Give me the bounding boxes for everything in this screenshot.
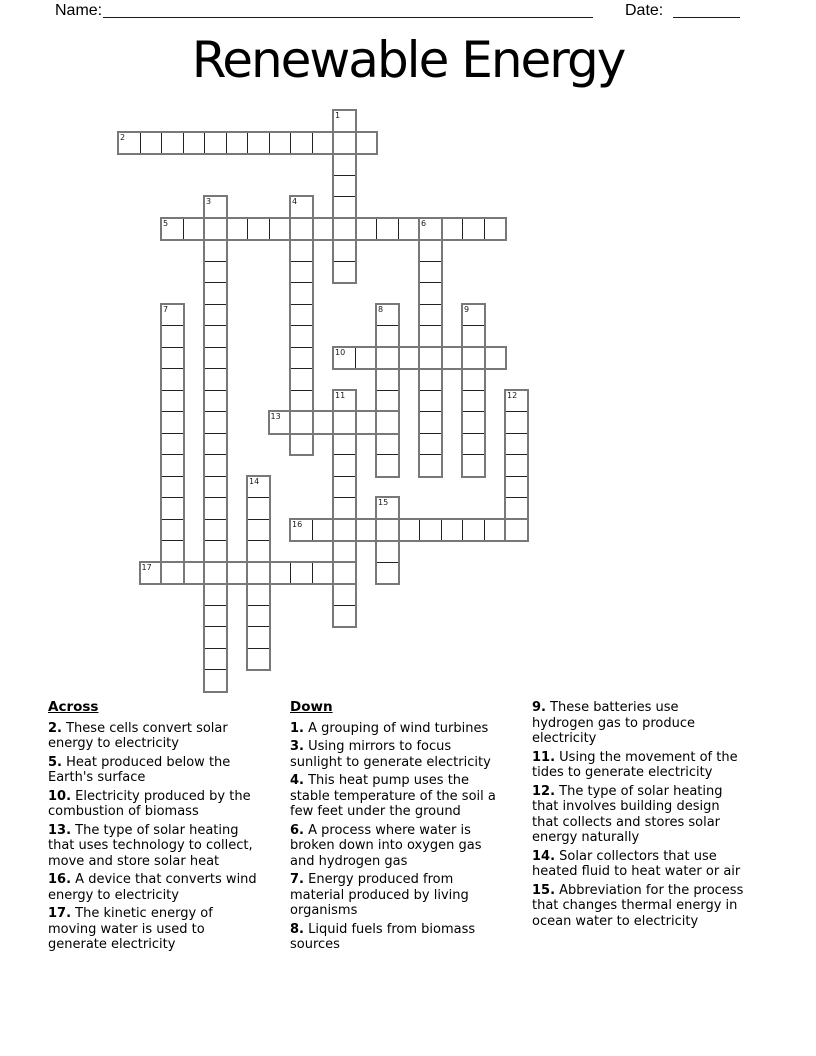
crossword-cell[interactable] <box>419 239 442 262</box>
crossword-cell[interactable] <box>247 583 270 606</box>
crossword-cell[interactable] <box>269 562 292 585</box>
crossword-cell[interactable] <box>290 132 313 155</box>
clue-text: These cells convert solar energy to electricity <box>48 720 228 751</box>
crossword-cell[interactable] <box>204 390 227 413</box>
crossword-cell[interactable] <box>204 648 227 671</box>
crossword-cell[interactable] <box>247 605 270 628</box>
clue-number: 15. <box>532 882 556 898</box>
clue <box>48 906 260 953</box>
crossword-cell[interactable] <box>462 433 485 456</box>
crossword-cell[interactable] <box>204 239 227 262</box>
crossword-cell[interactable] <box>462 218 485 241</box>
crossword-cell[interactable] <box>161 476 184 499</box>
crossword-cell[interactable] <box>376 519 399 542</box>
crossword-cell[interactable] <box>333 562 356 585</box>
clue-number: 1. <box>290 720 304 736</box>
crossword-cell[interactable] <box>376 218 399 241</box>
crossword-cell[interactable] <box>161 368 184 391</box>
crossword-cell[interactable] <box>290 390 313 413</box>
clue <box>290 773 502 820</box>
clue <box>48 823 260 870</box>
crossword-cell[interactable] <box>462 519 485 542</box>
crossword-cell[interactable] <box>333 540 356 563</box>
crossword-cell[interactable] <box>355 411 378 434</box>
crossword-cell[interactable] <box>419 304 442 327</box>
crossword-cell[interactable] <box>441 347 464 370</box>
crossword-cell[interactable] <box>333 476 356 499</box>
crossword-cell[interactable] <box>290 239 313 262</box>
clue-text: The type of solar heating that uses technology to collect, move and store solar heat <box>48 822 253 869</box>
clue-number: 2. <box>48 720 62 736</box>
crossword-cell[interactable] <box>247 519 270 542</box>
crossword-cell[interactable] <box>333 583 356 606</box>
crossword-cell[interactable] <box>204 347 227 370</box>
crossword-cell[interactable] <box>462 347 485 370</box>
crossword-cell[interactable] <box>247 562 270 585</box>
clue <box>290 922 502 953</box>
clue <box>48 872 260 903</box>
crossword-cell[interactable] <box>312 411 335 434</box>
crossword-cell[interactable] <box>505 433 528 456</box>
crossword-cell[interactable] <box>161 519 184 542</box>
cell-number: 4 <box>292 197 298 206</box>
clue-text: A grouping of wind turbines <box>303 720 489 736</box>
clue <box>532 883 744 930</box>
cell-number: 9 <box>464 304 470 314</box>
crossword-cell[interactable] <box>312 562 335 585</box>
clue <box>48 721 260 752</box>
cell-number: 13 <box>270 412 281 421</box>
crossword-cell[interactable] <box>355 519 378 542</box>
crossword-cell[interactable] <box>204 368 227 391</box>
crossword-cell[interactable] <box>441 218 464 241</box>
crossword-cell[interactable] <box>419 325 442 348</box>
crossword-cell[interactable] <box>204 583 227 606</box>
cell-number: 15 <box>378 498 389 507</box>
clue-text: Abbreviation for the process that changes thermal energy in ocean water to electricity <box>532 882 744 929</box>
crossword-cell[interactable] <box>312 218 335 241</box>
crossword-cell[interactable] <box>398 519 421 542</box>
crossword-cell[interactable] <box>333 497 356 520</box>
clue-text: Heat produced below the Earth's surface <box>48 754 231 785</box>
cell-number: 7 <box>163 304 169 314</box>
crossword-cell[interactable] <box>333 433 356 456</box>
cell-number: 11 <box>335 390 346 400</box>
clue-text: Solar collectors that use heated fluid to heat water or air <box>532 848 741 879</box>
crossword-cell[interactable] <box>204 132 227 155</box>
down-continued-clue-list <box>532 700 744 929</box>
crossword-cell[interactable] <box>204 605 227 628</box>
crossword-cell[interactable] <box>419 347 442 370</box>
crossword-cell[interactable] <box>290 347 313 370</box>
clue <box>48 755 260 786</box>
crossword-cell[interactable] <box>419 368 442 391</box>
crossword-cell[interactable] <box>204 218 227 241</box>
crossword-cell[interactable] <box>290 218 313 241</box>
clue-text: This heat pump uses the stable temperature of the soil a few feet under the ground <box>290 773 496 819</box>
crossword-cell[interactable] <box>312 519 335 542</box>
cell-number: 6 <box>421 218 427 228</box>
cell-number: 17 <box>141 562 152 572</box>
crossword-cell[interactable] <box>161 411 184 434</box>
crossword-cell[interactable] <box>161 347 184 370</box>
cell-number: 5 <box>163 218 169 228</box>
clue-number: 11. <box>532 749 556 765</box>
clue <box>532 700 744 747</box>
crossword-cell[interactable] <box>419 519 442 542</box>
crossword-cell[interactable] <box>140 132 163 155</box>
crossword-cell[interactable] <box>290 325 313 348</box>
crossword-cell[interactable] <box>204 519 227 542</box>
crossword-cell[interactable] <box>161 562 184 585</box>
crossword-cell[interactable] <box>247 540 270 563</box>
crossword-cell[interactable] <box>183 218 206 241</box>
crossword-cell[interactable] <box>290 433 313 456</box>
crossword-cell[interactable] <box>419 282 442 305</box>
crossword-cell[interactable] <box>269 218 292 241</box>
crossword-cell[interactable] <box>247 626 270 649</box>
crossword-cell[interactable] <box>376 540 399 563</box>
crossword-cell[interactable] <box>376 562 399 585</box>
clue-number: 8. <box>290 921 304 937</box>
crossword-cell[interactable] <box>333 605 356 628</box>
crossword-cell[interactable] <box>419 261 442 284</box>
crossword-cell[interactable] <box>462 390 485 413</box>
clue <box>290 872 502 919</box>
crossword-cell[interactable] <box>247 132 270 155</box>
crossword-cell[interactable] <box>376 411 399 434</box>
crossword-cell[interactable] <box>484 519 507 542</box>
crossword-cell[interactable] <box>505 411 528 434</box>
crossword-cell[interactable] <box>290 368 313 391</box>
crossword-cell[interactable] <box>204 433 227 456</box>
down-clue-list <box>290 721 502 953</box>
clue-number: 10. <box>48 788 72 804</box>
crossword-cell[interactable] <box>161 390 184 413</box>
crossword-cell[interactable] <box>355 218 378 241</box>
crossword-cell[interactable] <box>247 497 270 520</box>
clue-number: 5. <box>48 754 62 770</box>
down-heading: Down <box>290 699 333 715</box>
clue <box>290 721 502 737</box>
clue-number: 4. <box>290 773 304 788</box>
clue-column-down-continued <box>532 700 744 932</box>
crossword-cell[interactable] <box>419 454 442 477</box>
clue-number: 17. <box>48 906 72 921</box>
clue-number: 13. <box>48 822 72 838</box>
crossword-cell[interactable] <box>505 476 528 499</box>
crossword-cell[interactable] <box>247 218 270 241</box>
crossword-cell[interactable] <box>161 325 184 348</box>
crossword-cell[interactable] <box>312 132 335 155</box>
clue-text: The type of solar heating that involves building design that collects and stores solar energy naturally <box>532 783 723 845</box>
crossword-cell[interactable] <box>355 132 378 155</box>
cell-number: 2 <box>120 132 126 142</box>
crossword-cell[interactable] <box>376 368 399 391</box>
cell-number: 10 <box>335 347 346 357</box>
crossword-cell[interactable] <box>333 454 356 477</box>
crossword-cell[interactable] <box>441 519 464 542</box>
clue-text: Liquid fuels from biomass sources <box>290 921 476 952</box>
clue-number: 3. <box>290 739 304 754</box>
crossword-cell[interactable] <box>204 497 227 520</box>
clue <box>290 823 502 870</box>
crossword-cell[interactable] <box>333 132 356 155</box>
crossword-cell[interactable] <box>333 519 356 542</box>
crossword-cell[interactable] <box>247 648 270 671</box>
crossword-cell[interactable] <box>398 218 421 241</box>
crossword-cell[interactable] <box>226 218 249 241</box>
clue-number: 12. <box>532 783 556 799</box>
crossword-cell[interactable] <box>333 218 356 241</box>
crossword-cell[interactable] <box>505 454 528 477</box>
crossword-cell[interactable] <box>333 175 356 198</box>
clue-text: Using mirrors to focus sunlight to generate electricity <box>290 739 491 770</box>
crossword-cell[interactable] <box>376 454 399 477</box>
crossword-cell[interactable] <box>204 304 227 327</box>
crossword-cell[interactable] <box>161 497 184 520</box>
clue-text: A process where water is broken down into oxygen gas and hydrogen gas <box>290 822 482 869</box>
crossword-cell[interactable] <box>204 540 227 563</box>
crossword-cell[interactable] <box>226 562 249 585</box>
crossword-cell[interactable] <box>376 390 399 413</box>
crossword-cell[interactable] <box>376 433 399 456</box>
crossword-cell[interactable] <box>462 368 485 391</box>
clue <box>532 849 744 880</box>
clue-text: The kinetic energy of moving water is used to generate electricity <box>48 906 213 952</box>
crossword-cell[interactable] <box>204 411 227 434</box>
clue-number: 16. <box>48 872 72 887</box>
crossword-cell[interactable] <box>290 282 313 305</box>
crossword-cell[interactable] <box>484 347 507 370</box>
clue <box>532 784 744 846</box>
crossword-cell[interactable] <box>269 132 292 155</box>
crossword-cell[interactable] <box>161 454 184 477</box>
page-title: Renewable Energy <box>191 31 625 89</box>
crossword-cell[interactable] <box>333 196 356 219</box>
clue <box>290 739 502 770</box>
cell-number: 3 <box>206 197 212 206</box>
crossword-cell[interactable] <box>462 411 485 434</box>
crossword-cell[interactable] <box>161 540 184 563</box>
name-label: Name: <box>55 2 103 19</box>
crossword-cell[interactable] <box>290 261 313 284</box>
crossword-cell[interactable] <box>290 304 313 327</box>
clue-number: 14. <box>532 848 556 864</box>
crossword-cell[interactable] <box>161 433 184 456</box>
crossword-cell[interactable] <box>204 562 227 585</box>
crossword-cell[interactable] <box>462 454 485 477</box>
date-label: Date: <box>625 2 664 19</box>
crossword-cell[interactable] <box>333 411 356 434</box>
crossword-cell[interactable] <box>204 282 227 305</box>
crossword-cell[interactable] <box>333 239 356 262</box>
cell-number: 12 <box>507 390 518 400</box>
crossword-cell[interactable] <box>204 261 227 284</box>
crossword-cell[interactable] <box>462 325 485 348</box>
crossword-cell[interactable] <box>204 325 227 348</box>
cell-number: 1 <box>335 111 341 120</box>
crossword-cell[interactable] <box>290 562 313 585</box>
crossword-cell[interactable] <box>183 562 206 585</box>
crossword-cell[interactable] <box>204 669 227 692</box>
clue-text: A device that converts wind energy to electricity <box>48 872 257 903</box>
crossword-cell[interactable] <box>183 132 206 155</box>
crossword-cell[interactable] <box>419 411 442 434</box>
clue-column-across <box>48 700 260 956</box>
crossword-cell[interactable] <box>226 132 249 155</box>
clue-column-down <box>290 700 502 956</box>
clue-text: Using the movement of the tides to generate electricity <box>532 749 738 780</box>
crossword-cell[interactable] <box>376 325 399 348</box>
crossword-cell[interactable] <box>204 454 227 477</box>
clue-text: Electricity produced by the combustion of biomass <box>48 788 251 819</box>
crossword-cell[interactable] <box>505 519 528 542</box>
crossword-cell[interactable] <box>161 132 184 155</box>
across-clue-list <box>48 721 260 953</box>
cell-number: 14 <box>249 476 260 486</box>
crossword-cell[interactable] <box>204 626 227 649</box>
clue <box>532 750 744 781</box>
clue-number: 9. <box>532 700 546 715</box>
crossword-cell[interactable] <box>355 347 378 370</box>
clue-text: These batteries use hydrogen gas to produce electricity <box>532 700 696 746</box>
cell-number: 8 <box>378 304 384 314</box>
clue-text: Energy produced from material produced by living organisms <box>290 872 469 918</box>
crossword-cell[interactable] <box>419 390 442 413</box>
clue-number: 6. <box>290 822 304 838</box>
clue <box>48 789 260 820</box>
cell-number: 16 <box>292 519 303 529</box>
crossword-cell[interactable] <box>398 347 421 370</box>
crossword-cell[interactable] <box>376 347 399 370</box>
crossword-cell[interactable] <box>505 497 528 520</box>
across-heading: Across <box>48 699 99 715</box>
crossword-cell[interactable] <box>419 433 442 456</box>
crossword-cell[interactable] <box>204 476 227 499</box>
crossword-cell[interactable] <box>290 411 313 434</box>
crossword-cell[interactable] <box>333 261 356 284</box>
clue-number: 7. <box>290 872 304 887</box>
crossword-cell[interactable] <box>484 218 507 241</box>
crossword-cell[interactable] <box>333 153 356 176</box>
